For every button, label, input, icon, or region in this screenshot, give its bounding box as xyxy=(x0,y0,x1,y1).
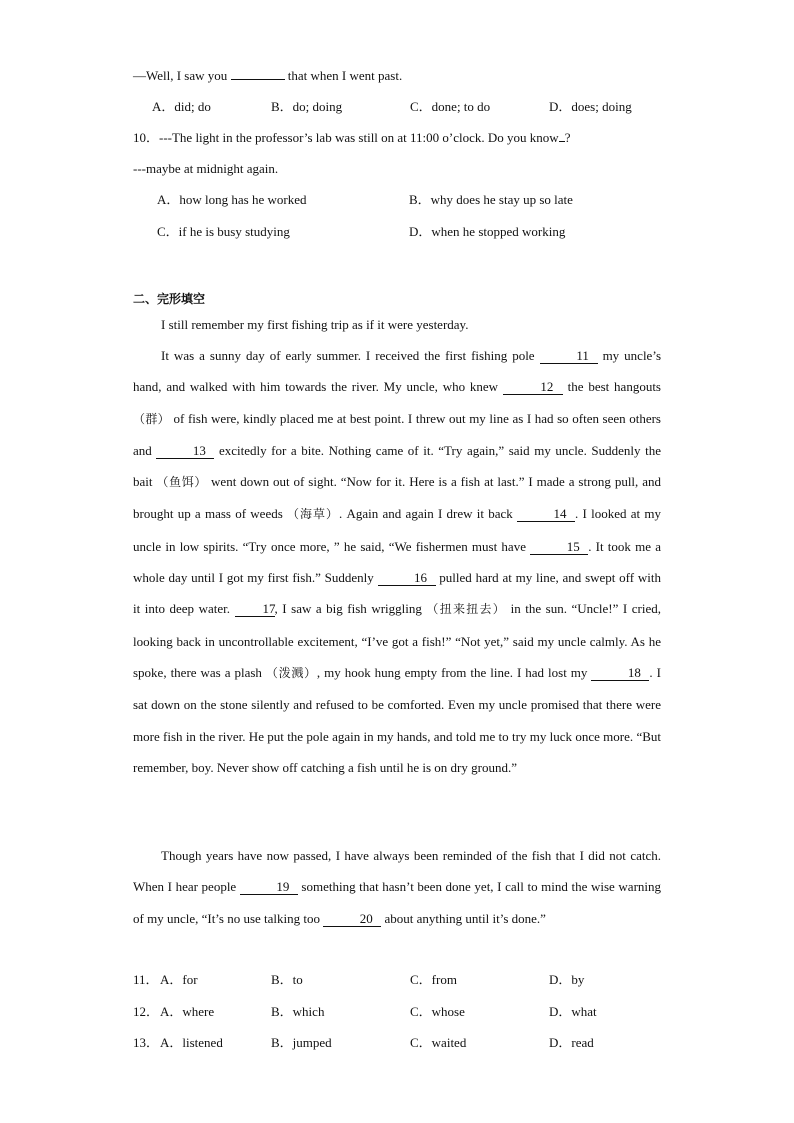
blank-20: 20 xyxy=(323,912,381,927)
blank-15: 15 xyxy=(530,540,588,555)
q10-stem-end: ? xyxy=(564,130,571,145)
p2-text: . I sat down on the stone silently and refused to be comforted. Even my uncle promised that there were more fish in the river. He put the pole again in my hands, and told me to try my luck once more. “But remember, boy. Never show off catching a fish until he is on dry ground.” xyxy=(133,664,661,775)
choice-13-c: C．waited xyxy=(410,1035,467,1050)
gloss-wriggling: （扭来扭去） xyxy=(426,602,507,617)
q9-option-a: A．did; do xyxy=(152,99,211,114)
q10-stem-text: 10．---The light in the professor’s lab was still on at 11:00 o’clock. Do you know xyxy=(133,130,559,145)
choice-11-a: A．for xyxy=(160,972,198,987)
choice-number: 11． xyxy=(133,972,159,987)
passage-paragraph-2 xyxy=(133,340,661,783)
q10-option-b: B．why does he stay up so late xyxy=(409,192,573,207)
choice-number: 13． xyxy=(133,1035,160,1050)
p2-text: It was a sunny day of early summer. I received the first fishing pole xyxy=(161,348,540,363)
gloss-weeds: （海草） xyxy=(287,507,340,522)
p2-text: went down out of sight. “Now for it. Here is a fish at last.” I made a strong pull, and brought up a mass of weeds xyxy=(133,474,661,522)
q10-stem xyxy=(133,130,570,146)
choice-11-c: C．from xyxy=(410,972,457,987)
p2-text: pulled hard at my line, and swept off with it into deep water. xyxy=(133,570,661,617)
q9-stem xyxy=(133,68,402,84)
blank-16: 16 xyxy=(378,571,436,586)
blank-11: 11 xyxy=(540,349,598,364)
choice-12-b: B．which xyxy=(271,1004,325,1019)
passage-paragraph-3 xyxy=(133,840,661,934)
blank-17: 17 xyxy=(235,602,275,617)
gloss-bait: （鱼饵） xyxy=(156,475,208,490)
q9-option-b: B．do; doing xyxy=(271,99,343,114)
q10-answer-line: ---maybe at midnight again. xyxy=(133,161,279,176)
section-title: 二、完形填空 xyxy=(133,292,206,306)
q9-option-d: D．does; doing xyxy=(549,99,632,114)
q10-option-a: A．how long has he worked xyxy=(157,192,307,207)
p2-text: . Again and again I drew it back xyxy=(339,506,518,522)
blank-19: 19 xyxy=(240,880,298,895)
p3-text: Though years have now passed, I have always been reminded of the fish that I did not catch. When I hear people xyxy=(133,848,661,895)
blank-13: 13 xyxy=(156,444,214,459)
blank-14: 14 xyxy=(517,507,575,522)
choice-row-12 xyxy=(133,1004,597,1020)
choice-12-a: A．where xyxy=(160,1004,215,1019)
choice-12-c: C．whose xyxy=(410,1004,465,1019)
q10-option-c: C．if he is busy studying xyxy=(157,224,290,239)
q9-option-c: C．done; to do xyxy=(410,99,491,114)
passage-paragraph-1: I still remember my first fishing trip as if it were yesterday. xyxy=(161,317,469,332)
choice-13-a: A．listened xyxy=(160,1035,223,1050)
q9-stem-before: —Well, I saw you xyxy=(133,68,228,83)
p2-text: excitedly for a bite. Nothing came of it. “Try again,” said my uncle. Suddenly the bait xyxy=(133,442,661,490)
choice-row-11 xyxy=(133,972,585,988)
choice-13-d: D．read xyxy=(549,1035,594,1050)
choice-13-b: B．jumped xyxy=(271,1035,332,1050)
gloss-hangouts: （群） xyxy=(133,411,170,426)
q9-stem-after: that when I went past. xyxy=(287,68,403,83)
blank-18: 18 xyxy=(591,666,649,681)
gloss-plash: （泼溅） xyxy=(265,665,317,680)
choice-11-d: D．by xyxy=(549,972,585,987)
p2-text: . It took me a whole day until I got my first fish.” Suddenly xyxy=(133,538,661,586)
p3-text: about anything until it’s done.” xyxy=(381,910,546,926)
choice-number: 12． xyxy=(133,1004,160,1019)
choice-row-13 xyxy=(133,1035,594,1051)
p2-text: in the sun. “Uncle!” I cried, looking back in uncontrollable excitement, “I’ve got a fish!” “Not yet,” said my uncle calmly. As he spoke, there was a plash xyxy=(133,601,662,680)
blank-12: 12 xyxy=(503,380,563,395)
p2-text: of fish were, kindly placed me at best point. I threw out my line as I had so often seen others and xyxy=(133,410,661,458)
p2-text: , my hook hung empty from the line. I had lost my xyxy=(316,664,592,680)
choice-12-d: D．what xyxy=(549,1004,597,1019)
p3-text: something that hasn’t been done yet, I call to mind the wise warning of my uncle, “It’s no use talking too xyxy=(133,879,662,926)
q10-option-d: D．when he stopped working xyxy=(409,224,566,239)
p2-text: , I saw a big fish wriggling xyxy=(274,601,427,617)
p2-text: . I looked at my uncle in low spirits. “Try once more, ” he said, “We fishermen must have xyxy=(133,506,661,554)
p2-text: my uncle’s hand, and walked with him towards the river. My uncle, who knew xyxy=(133,348,662,395)
choice-11-b: B．to xyxy=(271,972,303,987)
p2-text: the best hangouts xyxy=(562,379,661,395)
q9-blank xyxy=(231,79,285,80)
